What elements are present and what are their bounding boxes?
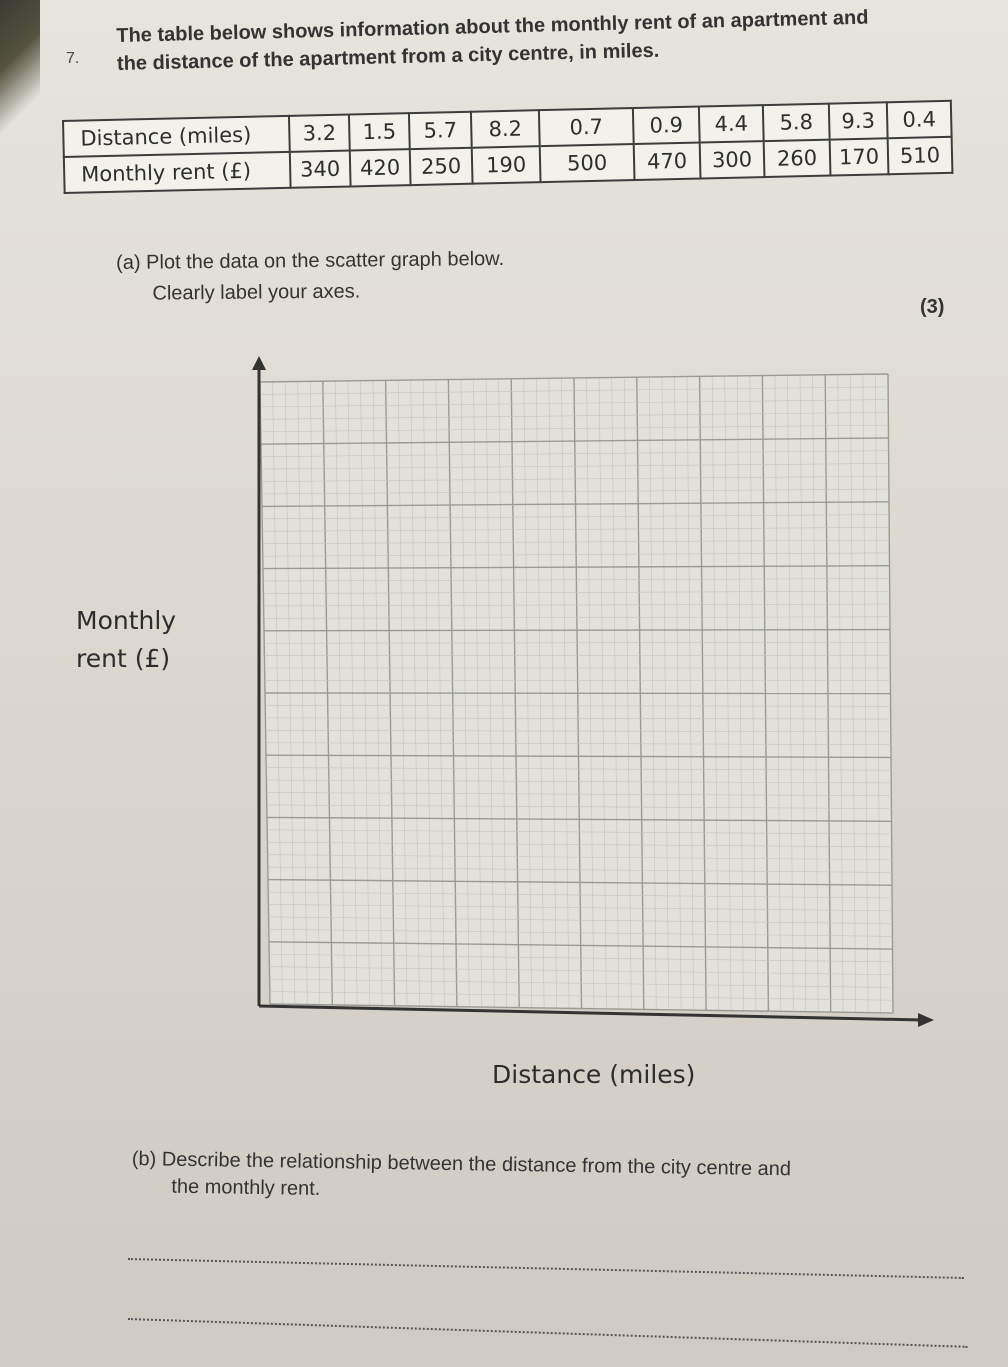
part-a-line-1: (a) Plot the data on the scatter graph below. [116,247,505,274]
grid-minor-line [268,904,892,910]
grid-minor-line [263,591,889,593]
table-cell: 0.9 [633,107,700,144]
marks-label: (3) [920,296,945,318]
intro-line-2: the distance of the apartment from a city centre, in miles. [116,39,660,75]
grid-major-line [268,880,892,886]
grid-minor-line [524,379,532,1008]
row-header-rent: Monthly rent (£) [64,152,291,193]
grid-minor-line [262,515,889,519]
grid-minor-line [373,381,382,1006]
grid-minor-line [266,743,891,745]
grid-major-line [700,376,707,1010]
grid-major-line [267,817,892,821]
grid-minor-line [270,992,893,1001]
grid-minor-line [261,451,888,457]
grid-minor-line [269,967,892,975]
grid-major-line [262,502,889,507]
grid-major-line [269,942,893,949]
grid-minor-line [267,805,892,809]
grid-minor-line [662,377,669,1010]
grid-major-line [323,381,333,1005]
answer-line-1[interactable] [128,1258,964,1279]
grid-minor-line [264,642,890,643]
grid-major-line [260,374,888,382]
grid-major-line [265,693,891,694]
grid-minor-line [263,540,890,544]
y-axis-arrow-icon [252,356,266,370]
grid-major-line [448,380,457,1007]
part-a-line-2: Clearly label your axes. [152,280,361,305]
x-axis [259,1006,922,1020]
grid-major-line [260,382,270,1004]
grid-minor-line [267,830,891,834]
table-cell: 260 [764,140,831,177]
grid-minor-line [599,378,606,1009]
grid-minor-line [270,979,893,987]
table-cell: 9.3 [829,102,888,139]
table-cell: 5.7 [409,112,472,149]
grid-minor-line [398,380,407,1006]
grid-minor-line [262,489,889,494]
grid-minor-line [298,382,308,1005]
table-cell: 250 [410,148,473,185]
grid-minor-line [335,381,344,1005]
y-axis-label-line-2: rent (£) [76,644,171,673]
table-cell: 190 [472,146,541,184]
grid-major-line [263,566,890,569]
table-cell: 170 [830,138,889,175]
grid-major-line [261,438,889,444]
grid-minor-line [265,705,890,706]
grid-minor-line [348,381,357,1005]
y-axis-label [76,602,176,678]
y-axis-label-line-1: Monthly [76,606,177,635]
question-intro [116,1,957,78]
table-cell: 3.2 [289,114,350,151]
grid-minor-line [266,780,891,783]
grid-minor-line [499,379,507,1007]
grid-minor-line [712,376,718,1010]
grid-minor-line [268,867,892,872]
grid-major-line [266,755,891,757]
table-cell: 5.8 [763,104,830,141]
grid-major-line [386,380,395,1005]
grid-minor-line [737,376,743,1011]
question-number: 7. [66,50,80,67]
grid-minor-line [269,917,893,924]
graph-paper [260,374,893,1013]
grid-minor-line [750,376,756,1011]
grid-minor-line [850,374,855,1012]
table-cell: 420 [350,149,411,186]
grid-minor-line [263,553,890,556]
grid-minor-line [263,578,889,581]
grid-minor-line [725,376,731,1011]
grid-minor-line [486,379,494,1007]
grid-minor-line [267,793,892,796]
part-a-instructions [116,248,505,306]
grid-minor-line [264,604,890,606]
grid-minor-line [536,378,544,1007]
grid-minor-line [875,374,880,1013]
grid-minor-line [436,380,445,1007]
grid-minor-line [612,378,619,1010]
grid-minor-line [474,379,482,1007]
grid-minor-line [649,377,656,1010]
grid-minor-line [268,892,892,898]
data-table [62,100,953,194]
grid-minor-line [265,718,890,719]
grid-minor-line [360,381,369,1006]
grid-major-line [888,374,893,1013]
grid-minor-line [268,855,892,860]
grid-major-line [637,377,644,1009]
grid-minor-line [269,954,892,962]
table-cell: 1.5 [349,113,410,150]
graph-grid [260,374,893,1013]
table-cell: 0.4 [887,101,952,138]
grid-minor-line [863,374,868,1012]
grid-minor-line [269,929,893,936]
part-b-line-1: (b) Describe the relationship between the distance from the city centre and [131,1147,792,1181]
grid-minor-line [674,377,681,1010]
grid-minor-line [838,375,843,1013]
table-cell: 470 [634,143,701,180]
row-header-distance: Distance (miles) [63,116,290,157]
part-b-line-2: the monthly rent. [171,1175,321,1200]
grid-minor-line [687,377,694,1011]
grid-minor-line [261,425,889,432]
grid-minor-line [262,476,889,481]
grid-minor-line [266,768,891,771]
grid-minor-line [273,382,283,1004]
x-axis-arrow-icon [918,1013,934,1027]
grid-minor-line [260,400,888,407]
table-cell: 500 [540,144,635,182]
grid-minor-line [411,380,420,1006]
table-cell: 510 [888,137,953,174]
grid-major-line [511,379,519,1008]
grid-minor-line [267,842,891,847]
table-cell: 300 [700,141,765,178]
grid-major-line [825,375,831,1012]
grid-minor-line [423,380,432,1006]
grid-minor-line [587,378,594,1009]
grid-minor-line [775,375,781,1011]
grid-minor-line [260,387,888,395]
table-cell: 340 [290,150,351,187]
grid-major-line [574,378,582,1009]
table-cell: 8.2 [471,110,540,148]
grid-minor-line [561,378,569,1008]
intro-line-1: The table below shows information about the monthly rent of an apartment and [116,6,869,47]
grid-minor-line [264,617,890,619]
grid-minor-line [813,375,819,1012]
grid-minor-line [624,377,631,1009]
grid-minor-line [262,527,889,531]
grid-minor-line [461,379,469,1006]
part-b-question [131,1146,791,1210]
grid-minor-line [549,378,557,1008]
grid-minor-line [264,655,890,656]
table-cell: 0.7 [539,108,634,146]
grid-minor-line [261,463,888,469]
grid-major-line [270,1004,893,1013]
grid-minor-line [261,412,889,419]
grid-minor-line [788,375,794,1011]
grid-major-line [264,630,890,631]
grid-minor-line [800,375,806,1012]
grid-major-line [762,376,768,1012]
page-shadow [0,0,40,140]
grid-minor-line [285,382,295,1005]
x-axis-label: Distance (miles) [492,1060,696,1089]
table-cell: 4.4 [699,105,764,142]
grid-minor-line [266,730,891,732]
answer-line-2[interactable] [128,1318,968,1348]
grid-minor-line [310,381,320,1004]
